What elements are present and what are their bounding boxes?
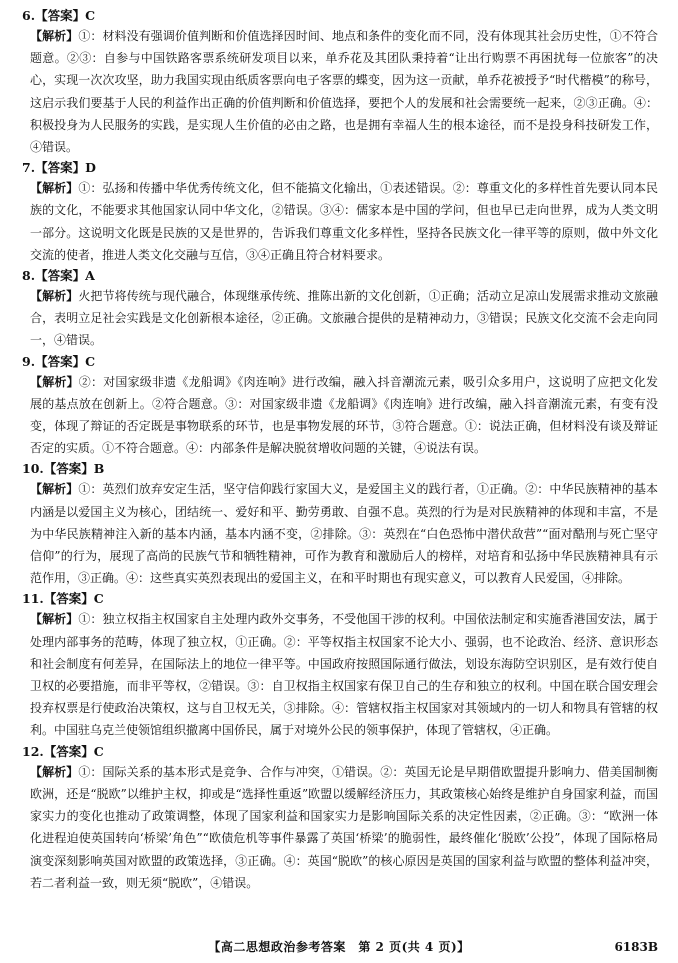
explanation-tag: 【解析】	[30, 612, 79, 627]
answer-label: 【答案】D	[35, 160, 96, 176]
explanation-text: ②：对国家级非遗《龙船调》《肉连响》进行改编，融入抖音潮流元素，吸引众多用户，这说明了应把文化发展的基点放在创新上。②符合题意。③：对国家级非遗《龙船调》《肉连响》进行改编，融入抖音潮流元素，有变有没变，体现了辩证的否定既是事物联系的环节，也是事物发展的环节，③符合题意。①：说法正确，但材料没有谈及辩证否定的实质。①不符合题意。④：内部条件是解决脱贫增收问题的关键，④说法有误。	[30, 374, 658, 456]
footer-page-label: 【高二思想政治参考答案 第 2 页(共 4 页)】	[208, 940, 470, 954]
question-number: 10.	[22, 461, 44, 477]
question-number: 11.	[22, 591, 44, 607]
answer-label: 【答案】C	[35, 353, 96, 369]
explanation-tag: 【解析】	[30, 181, 79, 196]
answer-label: 【答案】B	[43, 461, 105, 477]
question-12	[22, 742, 658, 894]
page-footer	[0, 937, 678, 957]
explanation	[22, 608, 658, 741]
answer-line	[22, 158, 658, 177]
answer-line	[22, 6, 658, 25]
explanation-text: 火把节将传统与现代融合，体现继承传统、推陈出新的文化创新，①正确；活动立足凉山发展需求推动文旅融合，表明立足社会实践是文化创新根本途径，②正确。文旅融合提供的是精神动力，③错误；民族文化交流不会走向同一，④错误。	[30, 289, 658, 348]
explanation	[22, 478, 658, 589]
explanation	[22, 371, 658, 460]
answer-line	[22, 266, 658, 285]
question-number: 7.	[22, 160, 36, 176]
explanation-tag: 【解析】	[30, 764, 79, 779]
explanation-tag: 【解析】	[30, 29, 79, 43]
explanation-tag: 【解析】	[30, 482, 79, 497]
answer-list	[22, 6, 658, 894]
explanation-tag: 【解析】	[30, 374, 79, 389]
answer-line	[22, 742, 658, 761]
answer-line	[22, 589, 658, 608]
answer-line	[22, 459, 658, 478]
question-number: 6.	[22, 8, 36, 23]
footer-paper-code: 6183B	[614, 940, 658, 954]
answer-label: 【答案】C	[43, 591, 104, 607]
question-10	[22, 459, 658, 589]
explanation	[22, 285, 658, 352]
answer-line	[22, 352, 658, 371]
question-7	[22, 158, 658, 266]
explanation-text: ①：材料没有强调价值判断和价值选择因时间、地点和条件的变化而不同，没有体现其社会历史性，①不符合题意。②③：自参与中国铁路客票系统研发项目以来，单乔花及其团队秉持着“让出行购票不再困扰每一位旅客”的决心，实现一次次攻坚，助力我国实现由纸质客票向电子客票的蝶变，因为这一贡献，单乔花被授予“时代楷模”的称号，这启示我们要基于人民的利益作出正确的价值判断和价值选择，要把个人的发展和社会需要统一起来，②③正确。④：积极投身为人民服务的实践，是实现人生价值的必由之路，也是拥有幸福人生的根本途径，而不是投身科技研发工作，④错误。	[30, 29, 658, 155]
explanation	[22, 761, 658, 894]
question-11	[22, 589, 658, 741]
answer-label: 【答案】A	[35, 268, 95, 284]
answer-label: 【答案】C	[35, 8, 96, 23]
explanation-text: ①：独立权指主权国家自主处理内政外交事务，不受他国干涉的权利。中国依法制定和实施香港国安法，属于处理内部事务的范畴，体现了独立权，①正确。②：平等权指主权国家不论大小、强弱，也不论政治、经济、意识形态和社会制度有何差异，在国际法上的地位一律平等。中国政府按照国际通行做法，划设东海防空识别区，是有效行使自卫权的必要措施，而非平等权，②错误。③：自卫权指主权国家有保卫自己的生存和独立的权利。中国在联合国安理会投弃权票是行使政治决策权，这与自卫权无关，③排除。④：管辖权指主权国家对其领域内的一切人和物具有管辖的权利。中国驻乌克兰使领馆组织撤离中国侨民，属于对境外公民的领事保护，体现了管辖权，④正确。	[30, 612, 658, 738]
explanation	[22, 177, 658, 266]
explanation	[22, 25, 658, 158]
answer-label: 【答案】C	[43, 743, 104, 759]
question-number: 12.	[22, 743, 44, 759]
question-8	[22, 266, 658, 352]
question-9	[22, 352, 658, 460]
question-number: 8.	[22, 268, 36, 284]
question-number: 9.	[22, 353, 36, 369]
explanation-text: ①：英烈们放弃安定生活，坚守信仰践行家国大义，是爱国主义的践行者，①正确。②：中华民族精神的基本内涵是以爱国主义为核心，团结统一、爱好和平、勤劳勇敢、自强不息。英烈的行为是对民族精神的体现和丰富，不是为中华民族精神注入新的基本内涵，基本内涵不变，②排除。③：英烈在“白色恐怖中潜伏敌营”“面对酷刑与死亡坚守信仰”的行为，展现了高尚的民族气节和牺牲精神，可作为教育和激励后人的榜样，对培育和弘扬中华民族精神具有示范作用，③正确。④：这些真实英烈表现出的爱国主义，在和平时期也有现实意义，可以教育人民爱国，④排除。	[30, 482, 658, 586]
explanation-text: ①：国际关系的基本形式是竞争、合作与冲突，①错误。②：英国无论是早期借欧盟提升影响力、借美国制衡欧洲，还是“脱欧”以维护主权，抑或是“选择性重返”欧盟以缓解经济压力，其政策核心始终是维护自身国家利益，而国家实力的变化也推动了政策调整，体现了国家利益和国家实力是影响国际关系的决定性因素，②正确。③：“欧洲一体化进程迫使英国转向‘桥梁’角色”“欧债危机等事件暴露了英国‘桥梁’的脆弱性，最终催化‘脱欧’公投”，体现了国际格局演变深刻影响英国对欧盟的政策选择，③正确。④：英国“脱欧”的核心原因是英国的国家利益与欧盟的整体利益冲突，若二者利益一致，则无须“脱欧”，④错误。	[30, 764, 658, 890]
explanation-tag: 【解析】	[30, 289, 79, 304]
question-6	[22, 6, 658, 158]
explanation-text: ①：弘扬和传播中华优秀传统文化，但不能搞文化输出，①表述错误。②：尊重文化的多样性首先要认同本民族的文化，不能要求其他国家认同中华文化，②错误。③④：儒家本是中国的学问，但也早已走向世界，成为人类文明一部分。这说明文化既是民族的又是世界的，告诉我们尊重文化多样性，坚持各民族文化一律平等的原则，做中外文化交流的使者，推进人类文化交融与互信，③④正确且符合材料要求。	[30, 181, 658, 262]
